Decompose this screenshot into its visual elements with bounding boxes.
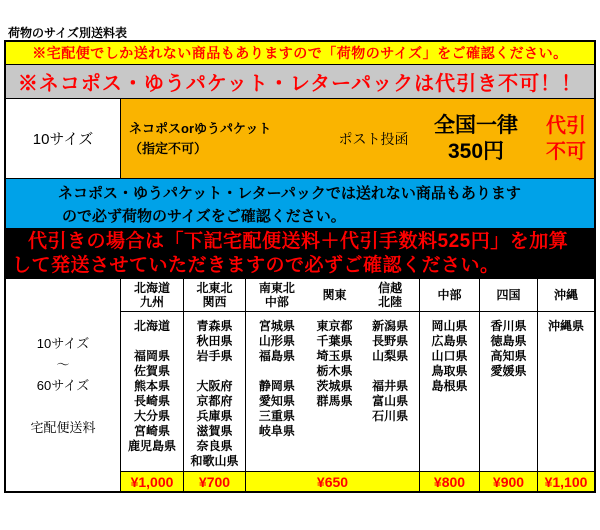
size-range-line: 10サイズ bbox=[36, 335, 90, 351]
region-header-okinawa bbox=[537, 279, 594, 311]
prefecture bbox=[361, 364, 419, 379]
prefecture: 熊本県 bbox=[133, 379, 170, 393]
size-range-line bbox=[61, 396, 65, 417]
prefecture-list-kanto bbox=[308, 312, 362, 471]
prefecture: 長野県 bbox=[372, 334, 409, 348]
prefecture: 山梨県 bbox=[372, 349, 409, 363]
prefecture: 岐阜県 bbox=[258, 424, 295, 438]
prefecture-list-merged bbox=[245, 311, 419, 471]
prefecture: 鹿児島県 bbox=[127, 439, 176, 453]
price-kitatohoku-kansai: ¥700 bbox=[183, 471, 245, 491]
prefecture: 兵庫県 bbox=[196, 409, 233, 423]
prefecture-list-okinawa bbox=[537, 311, 594, 471]
region-header-line: 四国 bbox=[496, 288, 521, 302]
notice-size-check-banner bbox=[6, 178, 594, 228]
price-chubu: ¥800 bbox=[419, 471, 479, 491]
nekopos-size10-row bbox=[6, 98, 594, 178]
prefecture: 栃木県 bbox=[316, 364, 353, 378]
price-okinawa: ¥1,100 bbox=[537, 471, 594, 491]
prefecture: 滋賀県 bbox=[196, 424, 233, 438]
notice-parcel-only-banner: ※宅配便でしか送れない商品もありますので「荷物のサイズ」をご確認ください。 bbox=[6, 42, 594, 64]
prefecture: 徳島県 bbox=[490, 334, 527, 348]
prefecture: 奈良県 bbox=[196, 439, 233, 453]
cod-line2: 不可 bbox=[546, 140, 586, 163]
prefecture: 愛媛県 bbox=[490, 364, 527, 378]
size-range-line: 60サイズ bbox=[36, 377, 90, 393]
prefecture: 広島県 bbox=[431, 334, 468, 348]
page-title: 荷物のサイズ別送料表 bbox=[8, 26, 128, 40]
prefecture bbox=[121, 334, 183, 349]
region-header-line: 北東北 bbox=[196, 281, 233, 295]
prefecture: 長崎県 bbox=[133, 394, 170, 408]
prefecture: 鳥取県 bbox=[431, 364, 468, 378]
prefecture: 高知県 bbox=[490, 349, 527, 363]
prefecture: 埼玉県 bbox=[316, 349, 353, 363]
region-header-shikoku bbox=[479, 279, 537, 311]
prefecture-list-shikoku bbox=[479, 311, 537, 471]
post-delivery-label: ポスト投函 bbox=[338, 130, 409, 147]
prefecture-list-hokkaido-kyushu bbox=[120, 311, 183, 471]
prefecture: 東京都 bbox=[316, 319, 353, 333]
prefecture: 山形県 bbox=[258, 334, 295, 348]
size-10-label: 10サイズ bbox=[6, 99, 121, 178]
price-hokkaido-kyushu: ¥1,000 bbox=[120, 471, 183, 491]
prefecture-list-shinetsu-hokuriku bbox=[361, 312, 419, 471]
prefecture: 群馬県 bbox=[316, 394, 353, 408]
region-header-line: 北陸 bbox=[378, 295, 403, 309]
prefecture: 愛知県 bbox=[258, 394, 295, 408]
region-header-kanto bbox=[308, 279, 362, 311]
shipping-method-line1: ネコポスorゆうパケット bbox=[129, 120, 272, 136]
prefecture: 青森県 bbox=[196, 319, 233, 333]
flat-rate-line2: 350円 bbox=[447, 139, 505, 163]
prefecture: 宮崎県 bbox=[133, 424, 170, 438]
prefecture: 福井県 bbox=[372, 379, 409, 393]
shipping-method-label bbox=[129, 119, 324, 159]
prefecture: 岡山県 bbox=[431, 319, 468, 333]
cod-fee-line1: 代引きの場合は「下記宅配便送料＋代引手数料525円」を加算 bbox=[28, 231, 569, 252]
region-header-merged bbox=[245, 279, 419, 311]
notice-no-cod-banner: ※ネコポス・ゆうパケット・レターパックは代引き不可！！ bbox=[6, 64, 594, 98]
size-check-line2: ので必ず荷物のサイズをご確認ください。 bbox=[62, 208, 346, 225]
prefecture: 和歌山県 bbox=[190, 454, 239, 468]
prefecture bbox=[184, 364, 245, 379]
region-header-line: 中部 bbox=[437, 288, 462, 302]
size-range-line: 〜 bbox=[56, 356, 70, 372]
region-header-minamitohoku-chubu bbox=[246, 279, 308, 311]
prefecture-list-chubu bbox=[419, 311, 479, 471]
prefecture: 秋田県 bbox=[196, 334, 233, 348]
region-header-chubu bbox=[419, 279, 479, 311]
cod-fee-line2: して発送させていただきますので必ずご確認ください。 bbox=[12, 255, 500, 276]
region-header-shinetsu-hokuriku bbox=[361, 279, 419, 311]
prefecture: 千葉県 bbox=[316, 334, 353, 348]
prefecture: 沖縄県 bbox=[547, 319, 584, 333]
prefecture: 三重県 bbox=[258, 409, 295, 423]
prefecture-list-kitatohoku-kansai bbox=[183, 311, 245, 471]
nekopos-detail-cell bbox=[121, 99, 594, 178]
prefecture: 佐賀県 bbox=[133, 364, 170, 378]
prefecture: 福岡県 bbox=[133, 349, 170, 363]
prefecture bbox=[246, 364, 308, 379]
cod-line1: 代引 bbox=[546, 114, 586, 137]
prefecture: 大分県 bbox=[133, 409, 170, 423]
prefecture: 北海道 bbox=[133, 319, 170, 333]
prefecture: 大阪府 bbox=[196, 379, 233, 393]
region-header-line: 沖縄 bbox=[553, 288, 578, 302]
size-range-cell bbox=[6, 279, 120, 491]
region-header-line: 関東 bbox=[322, 288, 347, 302]
prefecture: 福島県 bbox=[258, 349, 295, 363]
prefecture: 茨城県 bbox=[316, 379, 353, 393]
flat-rate-price bbox=[421, 113, 531, 165]
region-header-line: 九州 bbox=[139, 295, 164, 309]
region-header-line: 南東北 bbox=[258, 281, 295, 295]
prefecture: 岩手県 bbox=[196, 349, 233, 363]
prefecture: 島根県 bbox=[431, 379, 468, 393]
size-check-line1: ネコポス・ゆうパケット・レターパックでは送れない商品もあります bbox=[58, 185, 521, 202]
prefecture: 富山県 bbox=[372, 394, 409, 408]
cod-not-available-label bbox=[541, 113, 591, 165]
prefecture: 新潟県 bbox=[372, 319, 409, 333]
region-header-line: 北海道 bbox=[133, 281, 170, 295]
prefecture: 宮城県 bbox=[258, 319, 295, 333]
shipping-table bbox=[4, 40, 596, 493]
prefecture: 石川県 bbox=[372, 409, 409, 423]
prefecture-list-minamitohoku-chubu bbox=[246, 312, 308, 471]
region-header-line: 中部 bbox=[264, 295, 289, 309]
prefecture: 静岡県 bbox=[258, 379, 295, 393]
region-header-line: 関西 bbox=[202, 295, 227, 309]
region-header-hokkaido-kyushu bbox=[120, 279, 183, 311]
notice-cod-fee-banner bbox=[6, 228, 594, 278]
flat-rate-line1: 全国一律 bbox=[434, 113, 518, 137]
price-merged-region: ¥650 bbox=[245, 471, 419, 491]
regional-fee-table bbox=[6, 278, 594, 491]
prefecture: 京都府 bbox=[196, 394, 233, 408]
region-header-line: 信越 bbox=[378, 281, 403, 295]
region-header-kitatohoku-kansai bbox=[183, 279, 245, 311]
price-shikoku: ¥900 bbox=[479, 471, 537, 491]
size-range-line: 宅配便送料 bbox=[30, 419, 96, 435]
prefecture: 香川県 bbox=[490, 319, 527, 333]
prefecture: 山口県 bbox=[431, 349, 468, 363]
shipping-method-line2: （指定不可） bbox=[129, 140, 208, 156]
